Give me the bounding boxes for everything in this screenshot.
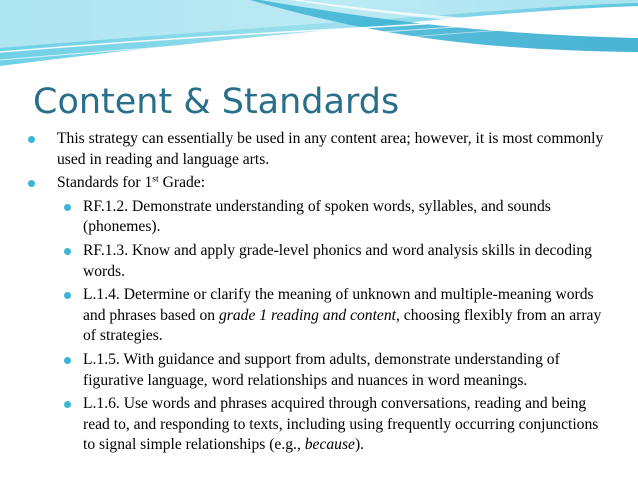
standard-text: L.1.6. Use words and phrases acquired through conversations, reading and being read to, and responding to texts, including using frequently occurring conjunctions to signal simple relationships (e.g., [83, 395, 599, 454]
italic-phrase: grade 1 reading and content [218, 306, 396, 324]
bullet-dot-icon [64, 401, 71, 408]
standard-text: L.1.5. With guidance and support from adults, demonstrate understanding of figurative language, word relationships and nuances in word meanings. [83, 350, 560, 389]
bullet-dot-icon [28, 136, 35, 143]
sub-bullet-item [24, 285, 614, 347]
italic-phrase: because [304, 436, 355, 454]
sub-bullet-item [24, 197, 614, 238]
ordinal-superscript: st [152, 173, 159, 185]
bullet-dot-icon [64, 292, 71, 299]
header-wave-decoration [0, 0, 638, 80]
sub-bullet-item [24, 241, 614, 282]
bullet-item [24, 129, 614, 170]
sub-bullet-item [24, 350, 614, 391]
standard-text-end: , choosing flexibly from an array of strategies. [83, 306, 602, 345]
bullet-dot-icon [28, 180, 35, 187]
bullet-text: This strategy can essentially be used in any content area; however, it is most commonly used in reading and language arts. [57, 130, 604, 168]
bullet-dot-icon [64, 248, 71, 255]
bullet-text: Standards for 1 [57, 174, 153, 192]
bullet-dot-icon [64, 204, 71, 211]
standard-text: RF.1.3. Know and apply grade-level phonics and word analysis skills in decoding words. [83, 241, 592, 280]
bullet-item [24, 173, 614, 194]
standard-text: L.1.4. Determine or clarify the meaning of unknown and multiple-meaning words and phrases based on [83, 286, 594, 324]
sub-bullet-item [24, 394, 614, 456]
bullet-dot-icon [64, 357, 71, 364]
standard-text-end: ). [354, 436, 365, 454]
bullet-text-end: Grade: [158, 174, 206, 192]
standard-text: RF.1.2. Demonstrate understanding of spoken words, syllables, and sounds (phonemes). [83, 197, 551, 236]
bullet-list [24, 129, 614, 459]
slide-title: Content & Standards [33, 82, 400, 122]
